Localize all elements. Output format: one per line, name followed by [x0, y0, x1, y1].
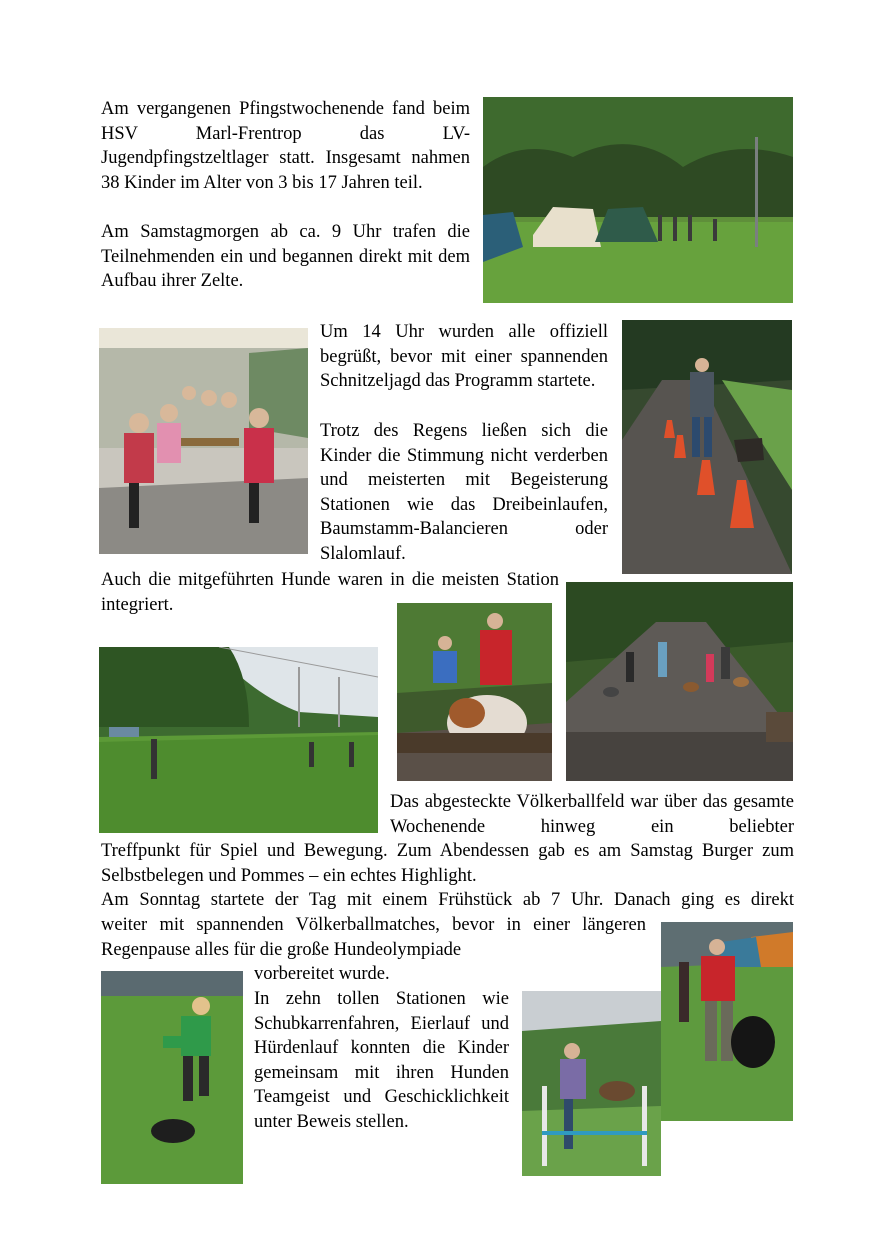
campsite-tents-photo — [483, 97, 793, 303]
group-tent-photo — [99, 328, 308, 554]
welcome-paragraph: Um 14 Uhr wurden alle offiziell begrüßt, bevor mit einer spannenden Schnitzeljagd das Programm startete. — [320, 322, 608, 391]
woman-black-dog-photo — [661, 922, 793, 1121]
sunday-paragraph-end: vorbereitet wurde. — [254, 964, 390, 984]
sunday-paragraph-first-line: Am Sonntag startete der Tag mit einem Frühstück ab 7 Uhr. Danach ging es direkt — [101, 890, 794, 910]
slalom-dog-photo — [622, 320, 792, 574]
stations-paragraph: Trotz des Regens ließen sich die Kinder die Stimmung nicht verderben und meisterten mit Begeisterung Stationen wie das Dreibeinlaufen, Baumstamm-Balancieren oder Slalomlauf. — [320, 421, 608, 564]
dog-on-log-photo — [397, 603, 552, 781]
dinner-paragraph: Treffpunkt für Spiel und Bewegung. Zum Abendessen gab es am Samstag Burger zum Selbstbelegen und Pommes – ein echtes Highlight. — [101, 841, 794, 886]
arrival-paragraph: Am Samstagmorgen ab ca. 9 Uhr trafen die Teilnehmenden ein und begannen direkt mit dem Aufbau ihrer Zelte. — [101, 222, 470, 291]
dogs-integrated-paragraph: Auch die mitgeführten Hunde waren in die meisten Station integriert. — [101, 570, 559, 615]
intro-paragraph: Am vergangenen Pfingstwochenende fand beim HSV Marl-Frentrop das LV-Jugendpfingstzeltlager statt. Insgesamt nahmen 38 Kinder im Alter von 3 bis 17 Jahren teil. — [101, 99, 470, 193]
path-walk-dogs-photo — [566, 582, 793, 781]
hurdle-jump-photo — [522, 991, 661, 1176]
sunday-paragraph: weiter mit spannenden Völkerballmatches, bevor in einer längeren Regenpause alles für die große Hundeolympiade — [101, 915, 646, 960]
voelkerball-paragraph-first-line: Das abgesteckte Völkerballfeld war über das gesamte Wochenende hinweg ein beliebter — [390, 792, 794, 837]
olympics-paragraph: In zehn tollen Stationen wie Schubkarrenfahren, Eierlauf und Hürdenlauf konnten die Kinder gemeinsam mit ihren Hunden Teamgeist und Geschicklichkeit unter Beweis stellen. — [254, 989, 509, 1132]
field-power-lines-photo — [99, 647, 378, 833]
child-running-dog-photo — [101, 971, 243, 1184]
